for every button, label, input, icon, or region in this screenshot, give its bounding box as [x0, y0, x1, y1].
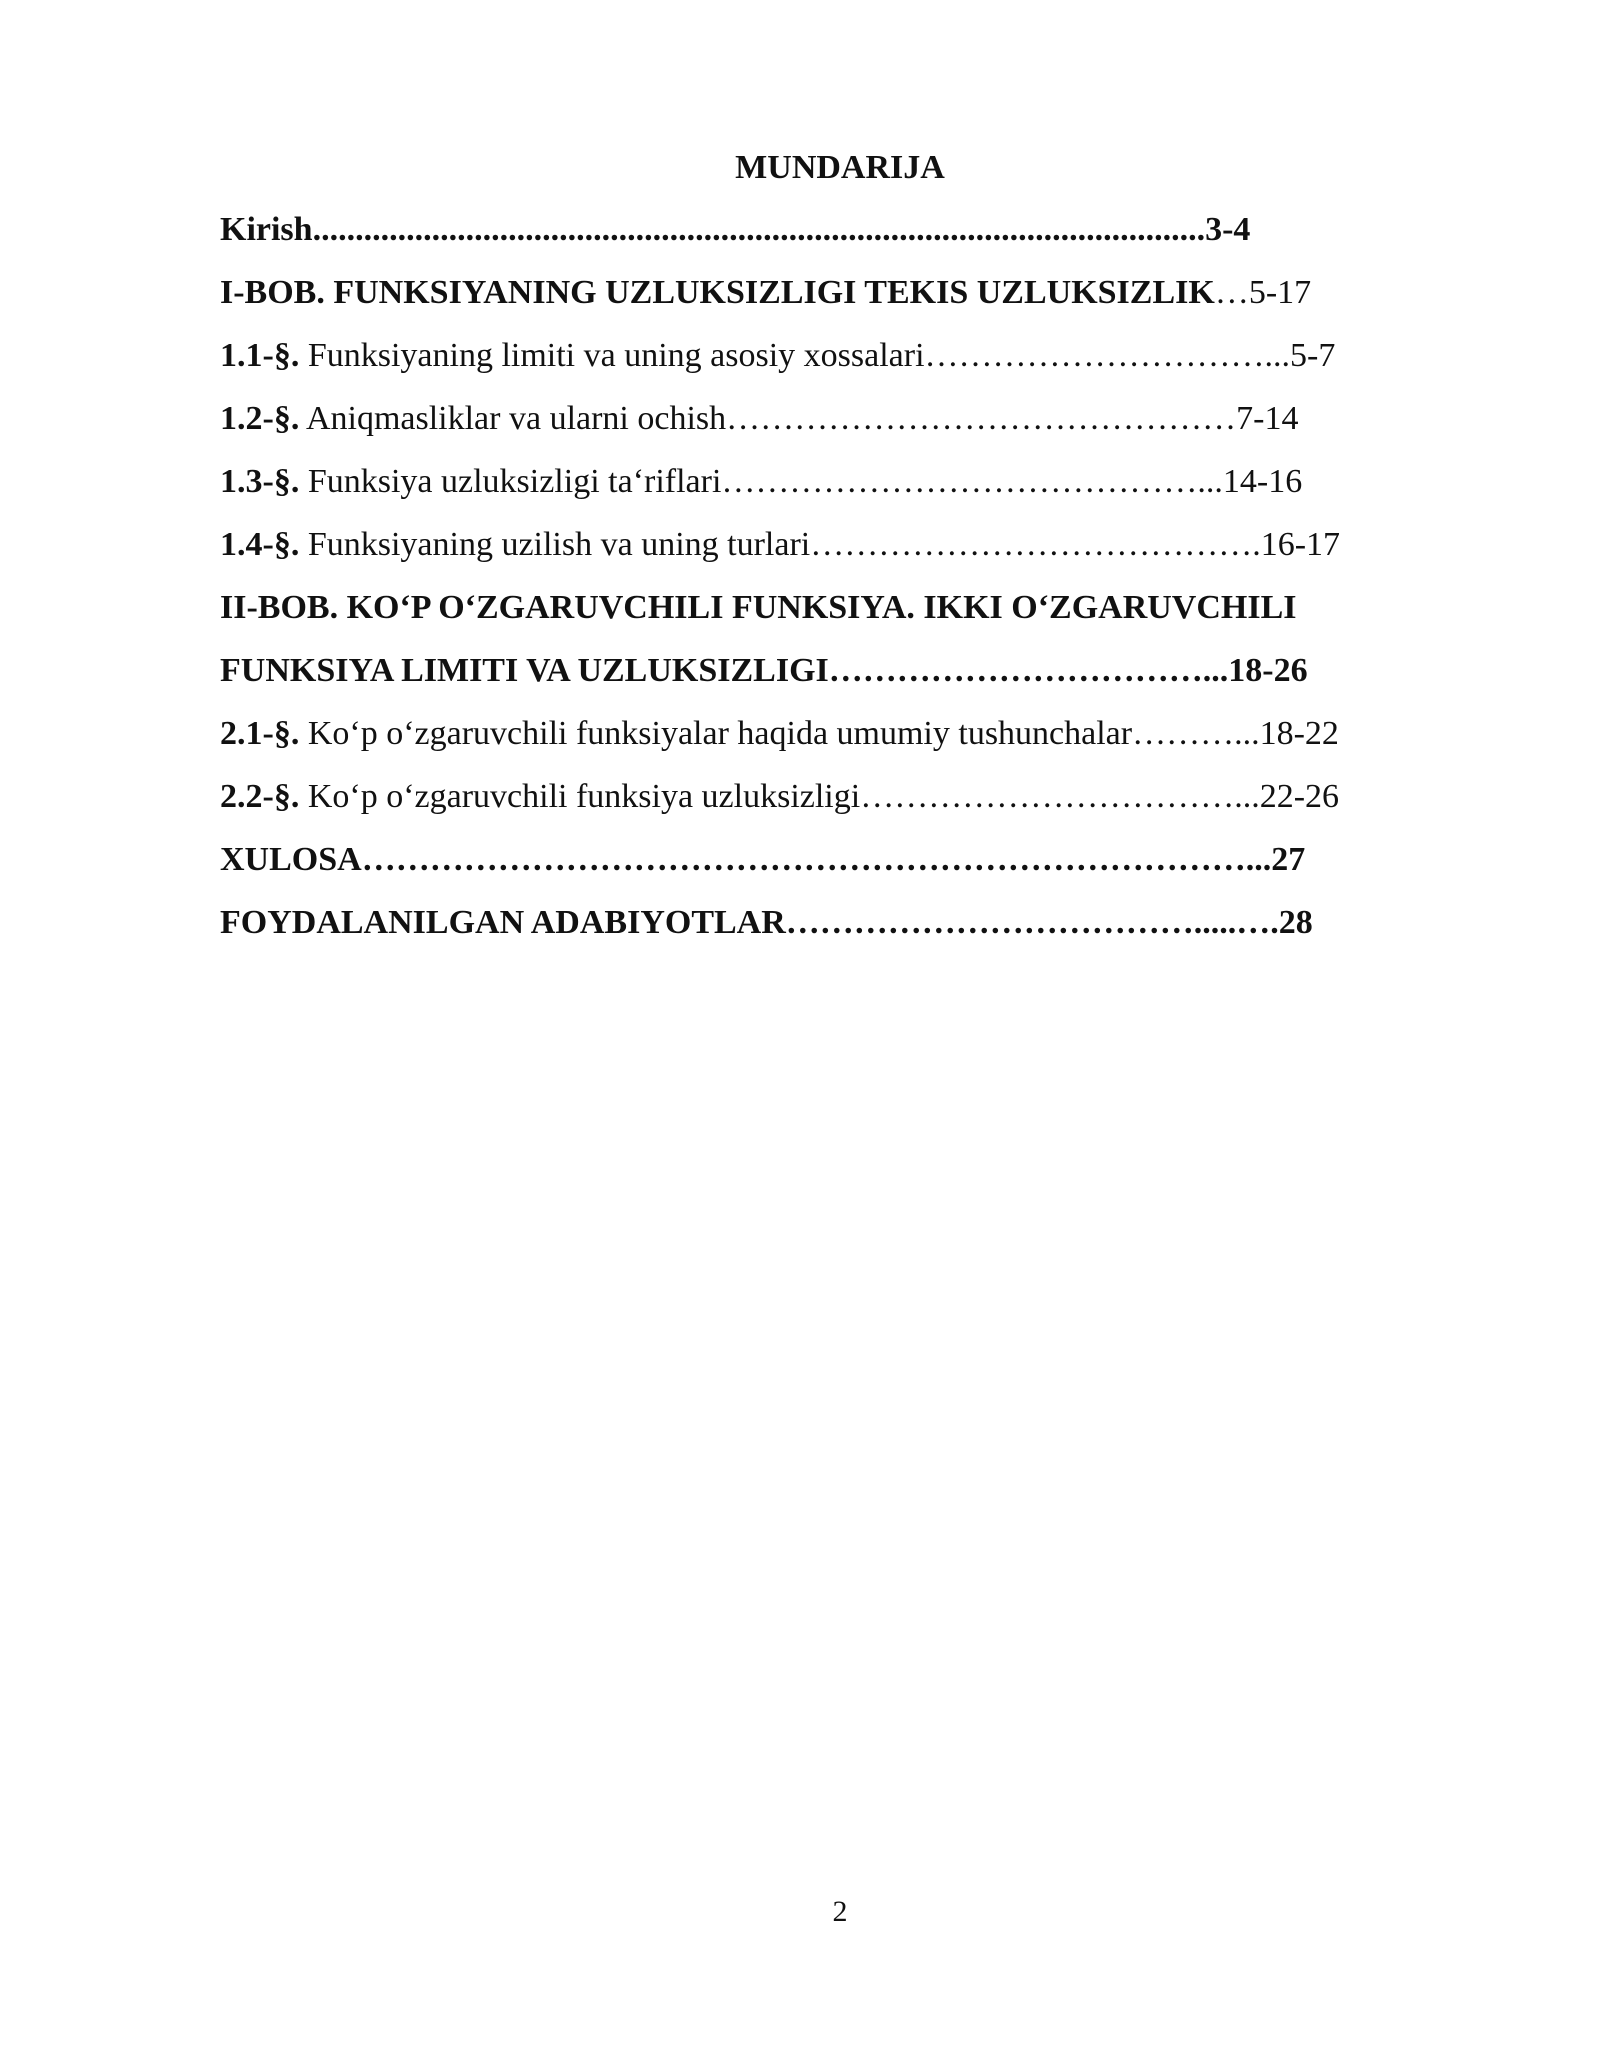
toc-entry-number: 2.2-§.: [220, 778, 300, 815]
toc-entry-section-2-1: [220, 712, 1420, 775]
toc-entry-text: Ko‘p o‘zgaruvchili funksiya uzluksizligi……………………………...22-26: [299, 778, 1340, 815]
toc-entry-text: Funksiya uzluksizligi ta‘riflari……………………………………...14-16: [299, 463, 1303, 500]
toc-entry-text: Funksiyaning limiti va uning asosiy xossalari…………………………...5-7: [299, 337, 1336, 374]
toc-entry-section-2-2: [220, 775, 1420, 838]
toc-entry-references: [220, 901, 1420, 964]
toc-entry-title: II-BOB. KO‘P O‘ZGARUVCHILI FUNKSIYA. IKKI O‘ZGARUVCHILI: [220, 589, 1297, 626]
toc-entry-section-1-1: [220, 334, 1420, 397]
toc-entry-title: Kirish: [220, 211, 313, 248]
toc-entry-title: FOYDALANILGAN ADABIYOTLAR……………………………….....….28: [220, 904, 1313, 941]
toc-entry-number: 1.4-§.: [220, 526, 300, 563]
toc-entry-number: 1.2-§.: [220, 400, 300, 437]
toc-entry-chapter-2-line-1: [220, 586, 1420, 649]
toc-entry-title: FUNKSIYA LIMITI VA UZLUKSIZLIGI……………………………...18-26: [220, 652, 1308, 689]
toc-entry-text: Aniqmasliklar va ularni ochish………………………………………7-14: [299, 400, 1299, 437]
toc-entry-chapter-2-line-2: [220, 649, 1420, 712]
toc-entry-xulosa: [220, 838, 1420, 901]
toc-entry-text: Ko‘p o‘zgaruvchili funksiyalar haqida umumiy tushunchalar………...18-22: [299, 715, 1339, 752]
toc-entry-section-1-2: [220, 397, 1420, 460]
page-number: 2: [832, 1895, 848, 1928]
toc-entry-leader: …5-17: [1214, 274, 1312, 311]
toc-entry-number: 2.1-§.: [220, 715, 300, 752]
toc-entry-title: XULOSA……………………………………………………………………...27: [220, 841, 1306, 878]
toc-entry-section-1-3: [220, 460, 1420, 523]
toc-entry-number: 1.1-§.: [220, 337, 300, 374]
toc-entry-kirish: [220, 208, 1420, 271]
toc-entry-number: 1.3-§.: [220, 463, 300, 500]
table-of-contents: [220, 208, 1420, 964]
toc-entry-chapter-1: [220, 271, 1420, 334]
toc-heading: MUNDARIJA: [735, 149, 945, 186]
toc-entry-section-1-4: [220, 523, 1420, 586]
toc-entry-text: Funksiyaning uzilish va uning turlari………………………………….16-17: [299, 526, 1341, 563]
toc-entry-title: I-BOB. FUNKSIYANING UZLUKSIZLIGI TEKIS UZLUKSIZLIK: [220, 274, 1215, 311]
toc-entry-leader: .........................................................................................................3-4: [312, 211, 1251, 248]
